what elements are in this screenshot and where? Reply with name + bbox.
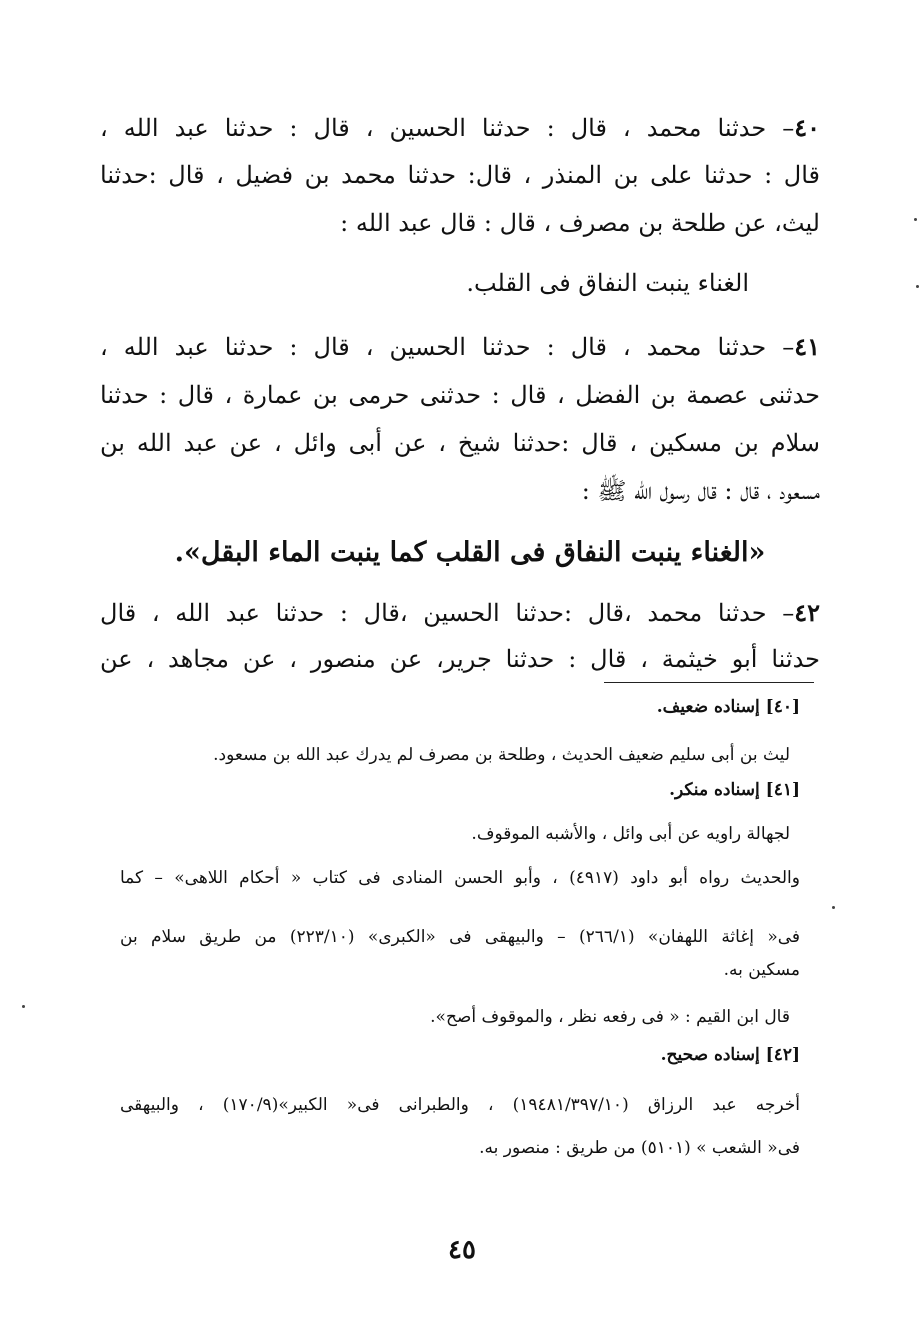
- footnote-separator: [604, 682, 814, 683]
- scan-speck: [22, 1005, 25, 1008]
- para-41-line-4: مسعود ، قال : قال رسول الله ﷺ :: [581, 477, 820, 505]
- para-41-line-2: حدثنى عصمة بن الفضل ، قال : حدثنى حرمى بن عمارة ، قال : حدثنا: [100, 381, 820, 409]
- footnote-40-heading: [120, 692, 800, 722]
- para-42-text-1: – حدثنا محمد ،قال :حدثنا الحسين ،قال : حدثنا عبد الله ، قال: [100, 599, 795, 627]
- footnote-41-line-2: والحديث رواه أبو داود (٤٩١٧) ، وأبو الحسن المنادى فى كتاب « أحكام اللاهى» – كما: [120, 868, 800, 888]
- scan-speck: [832, 906, 835, 909]
- para-41-number: ٤١: [794, 332, 820, 361]
- para-40-line-3: ليث، عن طلحة بن مصرف ، قال : قال عبد الله :: [340, 209, 820, 237]
- footnote-41-head-text: [٤١] إسناده منكر.: [669, 780, 800, 800]
- para-41-line-3: سلام بن مسكين ، قال :حدثنا شيخ ، عن أبى وائل ، عن عبد الله بن: [100, 429, 820, 457]
- footnote-42-line-2: فى« الشعب » (٥١٠١) من طريق : منصور به.: [479, 1138, 800, 1158]
- scan-speck: [914, 218, 917, 221]
- para-40-text-1: – حدثنا محمد ، قال : حدثنا الحسين ، قال : حدثنا عبد الله ،: [100, 114, 795, 142]
- footnote-41-line-3: فى« إغاثة اللهفان» (٢٦٦/١) – والبيهقى فى «الكبرى» (٢٢٣/١٠) من طريق سلام بن: [120, 927, 800, 947]
- para-40-line-1: [100, 103, 820, 153]
- footnote-41-heading: [120, 775, 800, 805]
- para-42-line-1: [100, 588, 820, 638]
- footnote-40-head-text: [٤٠] إسناده ضعيف.: [656, 697, 800, 717]
- footnote-42-heading: [120, 1040, 800, 1070]
- scan-speck: [916, 285, 919, 288]
- para-40-number: ٤٠: [794, 113, 820, 142]
- para-41-hadith: «الغناء ينبت النفاق فى القلب كما ينبت الماء البقل».: [174, 537, 766, 568]
- para-41-text-1: – حدثنا محمد ، قال : حدثنا الحسين ، قال : حدثنا عبد الله ،: [100, 333, 795, 361]
- para-40-line-2: قال : حدثنا على بن المنذر ، قال: حدثنا محمد بن فضيل ، قال :حدثنا: [100, 161, 820, 189]
- footnote-42-head-text: [٤٢] إسناده صحيح.: [660, 1045, 800, 1065]
- footnote-41-line-4: مسكين به.: [723, 960, 800, 980]
- footnote-42-line-1: أخرجه عبد الرزاق (١٩٤٨١/٣٩٧/١٠) ، والطبرانى فى« الكبير»(١٧٠/٩) ، والبيهقى: [120, 1095, 800, 1115]
- para-42-line-2: حدثنا أبو خيثمة ، قال : حدثنا جرير، عن منصور ، عن مجاهد ، عن: [100, 645, 820, 673]
- footnote-40-line-1: ليث بن أبى سليم ضعيف الحديث ، وطلحة بن مصرف لم يدرك عبد الله بن مسعود.: [213, 745, 790, 765]
- para-40-quote: الغناء ينبت النفاق فى القلب.: [466, 269, 749, 297]
- footnote-41-line-1: لجهالة راويه عن أبى وائل ، والأشبه الموقوف.: [471, 824, 790, 844]
- page-number: ٤٥: [448, 1235, 476, 1265]
- footnote-41-line-5: قال ابن القيم : « فى رفعه نظر ، والموقوف أصح».: [430, 1007, 790, 1027]
- para-41-line-1: [100, 322, 820, 372]
- para-42-number: ٤٢: [794, 598, 820, 627]
